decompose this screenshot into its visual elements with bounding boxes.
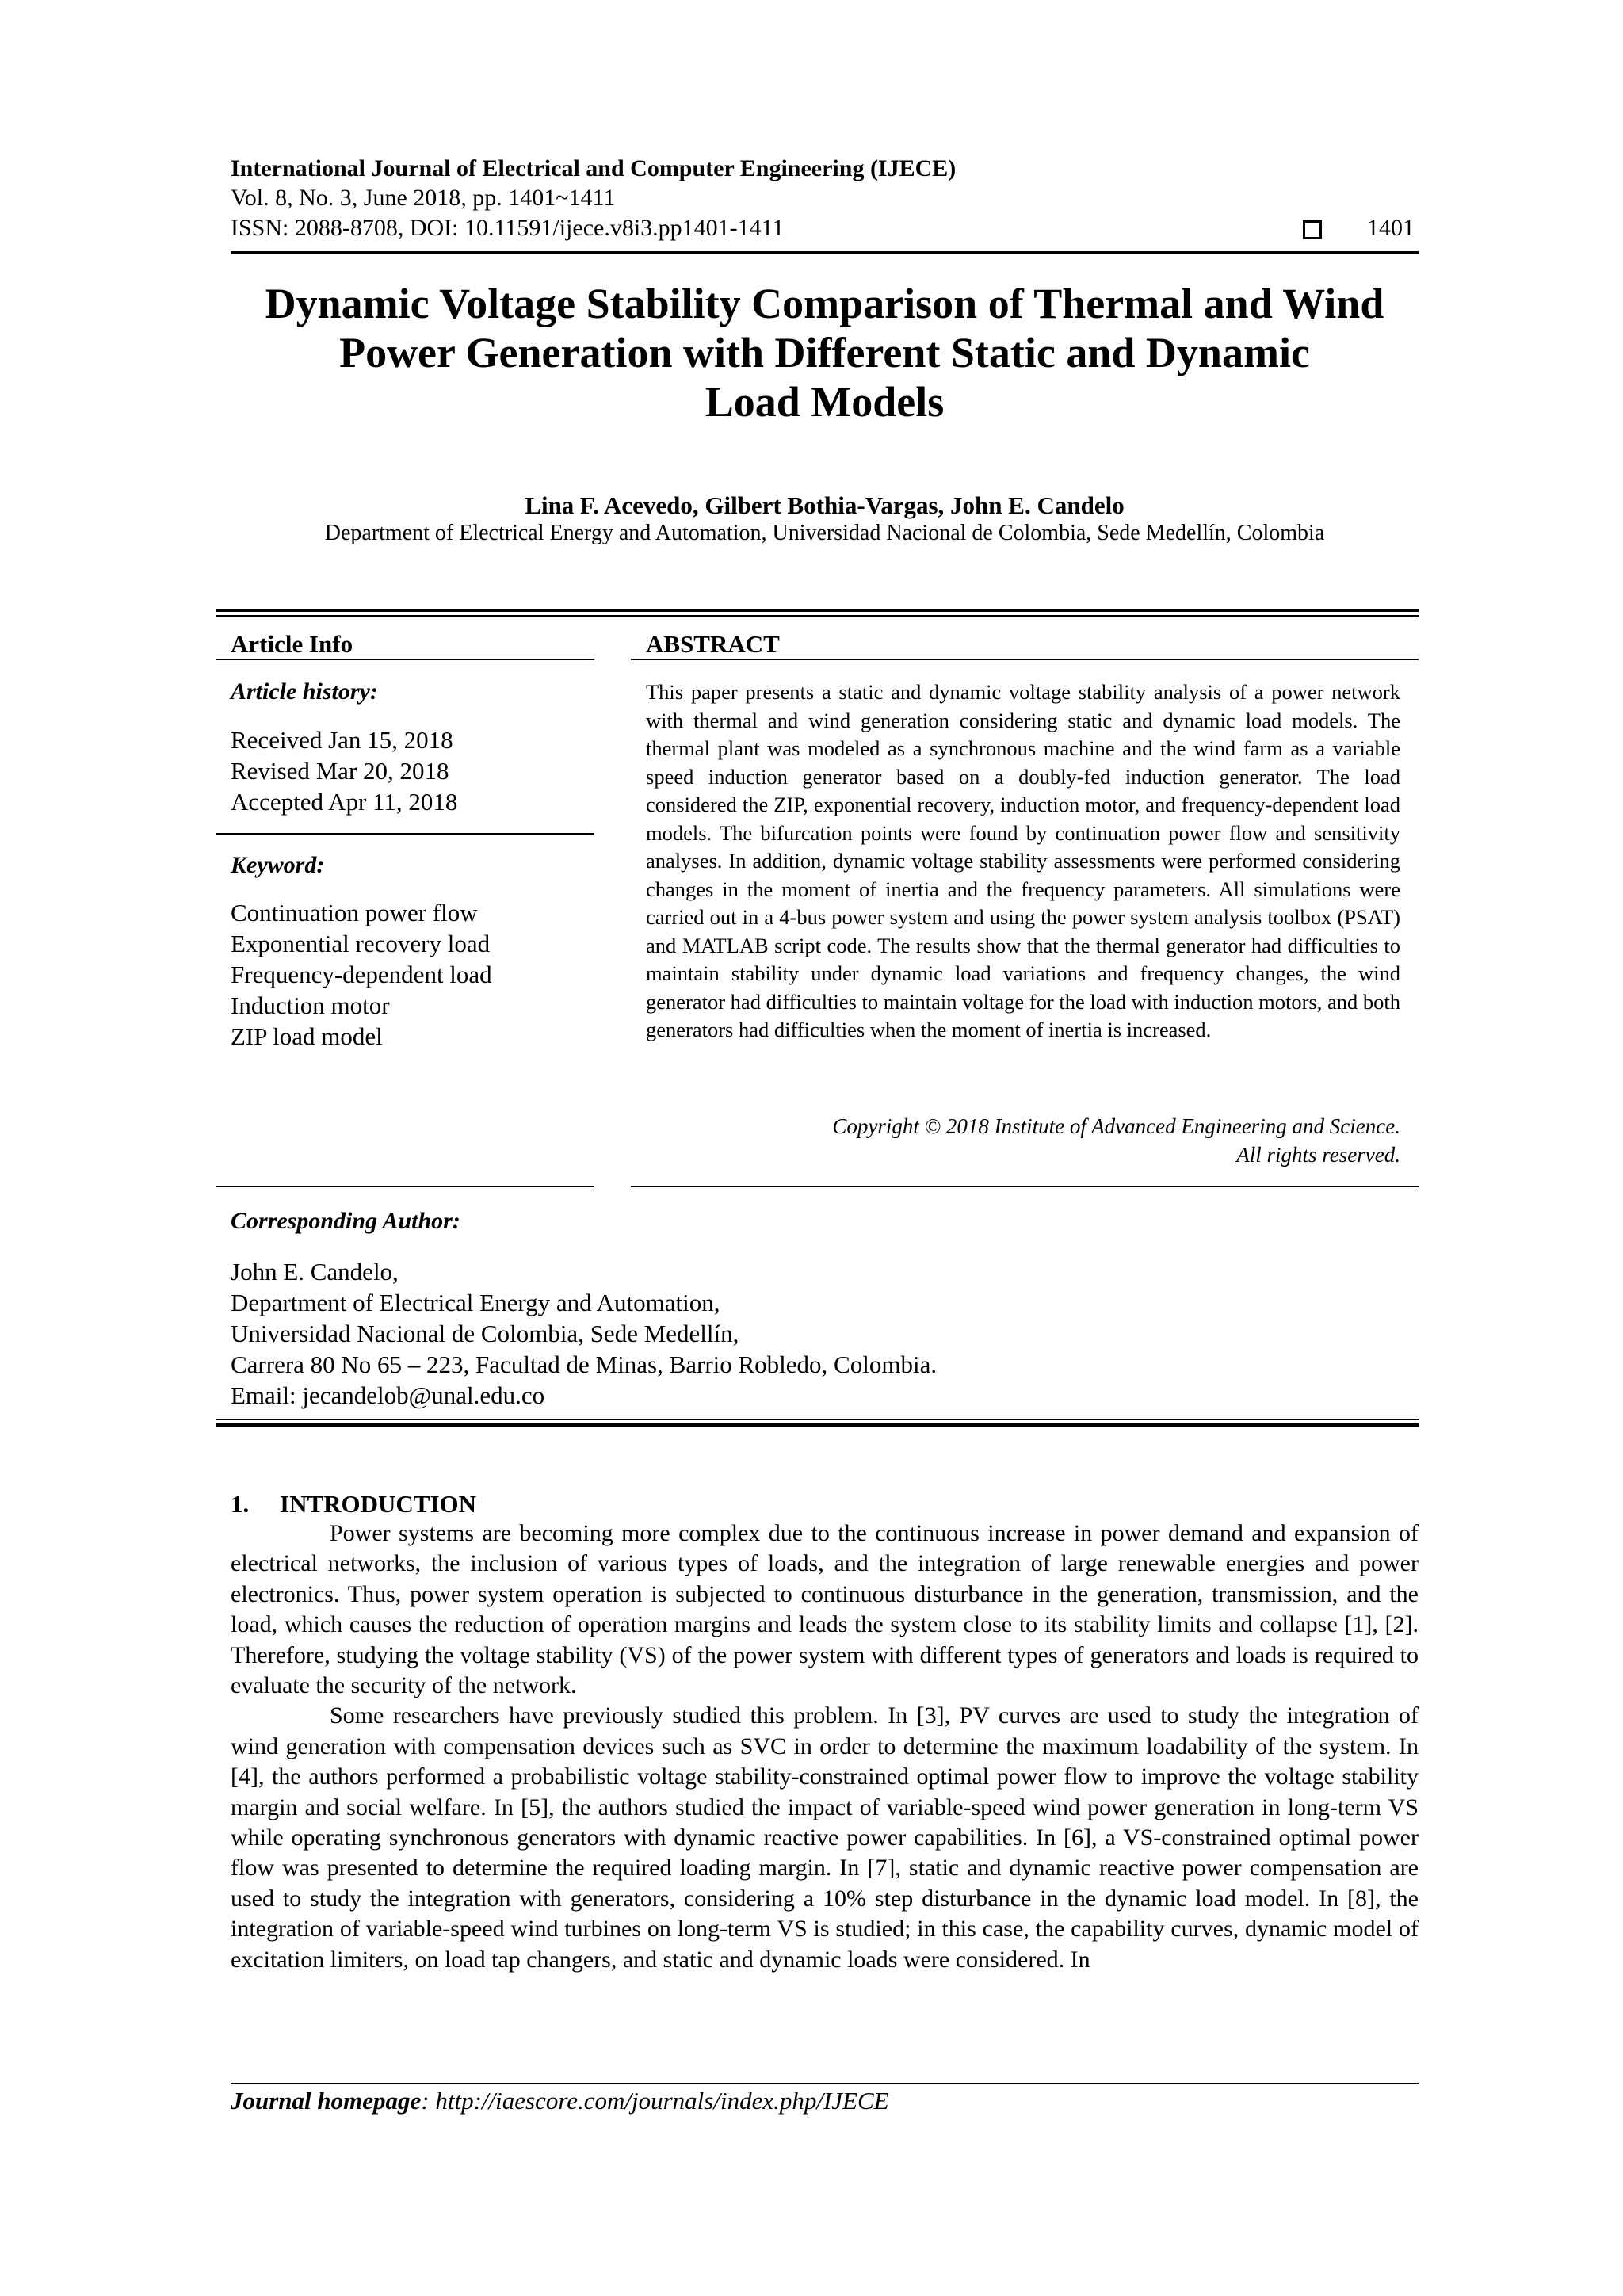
journal-homepage [231,2087,889,2115]
volume-line: Vol. 8, No. 3, June 2018, pp. 1401~1411 [231,185,616,211]
infobox-top-rule-thin [216,615,1419,617]
square-icon [1303,220,1322,239]
abstract-bottom-rule [631,1186,1419,1187]
introduction-heading: 1. INTRODUCTION [231,1490,477,1518]
keyword-item: ZIP load model [231,1022,383,1050]
copyright-line-1: Copyright © 2018 Institute of Advanced Engineering and Science. [832,1114,1400,1138]
authors: Lina F. Acevedo, Gilbert Bothia-Vargas, John E. Candelo [525,491,1125,519]
page-number: 1401 [1367,215,1415,241]
infobox-bottom-rule [216,1423,1419,1427]
keyword-item: Frequency-dependent load [231,961,492,988]
affiliation: Department of Electrical Energy and Automation, Universidad Nacional de Colombia, Sede Medellín, Colombia [324,521,1325,545]
keyword-rule [216,833,594,835]
keyword-item: Continuation power flow [231,899,478,926]
corresponding-details [231,1256,937,1411]
corresponding-address: Carrera 80 No 65 – 223, Facultad de Minas, Barrio Robledo, Colombia. [231,1350,938,1378]
intro-paragraph-1: Power systems are becoming more complex due to the continuous increase in power demand and expansion of electrical networks, the inclusion of various types of loads, and the integration of large renewable energies and power electronics. Thus, power system operation is subjected to continuous disturbance in the generation, transmission, and the load, which causes the reduction of operation margins and leads the system close to its stability limits and collapse [1], [2]. Therefore, studying the voltage stability (VS) of the power system with different types of generators and loads is required to evaluate the security of the network. [231,1520,1419,1699]
abstract-rule [631,659,1419,660]
intro-paragraph-2: Some researchers have previously studied this problem. In [3], PV curves are used to study the integration of wind generation with compensation devices such as SVC in order to determine the maximum loadability of the system. In [4], the authors performed a probabilistic voltage stability-constrained optimal power flow to improve the voltage stability margin and social welfare. In [5], the authors studied the impact of variable-speed wind power generation in long-term VS while operating synchronous generators with dynamic reactive power capabilities. In [6], a VS-constrained optimal power flow was presented to determine the required loading margin. In [7], static and dynamic reactive power compensation are used to study the integration with generators, considering a 10% step disturbance in the dynamic load model. In [8], the integration of variable-speed wind turbines on long-term VS is studied; in this case, the capability curves, dynamic model of excitation limiters, on load tap changers, and static and dynamic loads were considered. In [231,1702,1419,1973]
corresponding-heading: Corresponding Author: [231,1208,460,1234]
infobox-bottom-rule-thin [216,1419,1419,1420]
info-bottom-rule [216,1186,594,1187]
homepage-url: : http://iaescore.com/journals/index.php/IJECE [421,2087,889,2115]
revised-date: Revised Mar 20, 2018 [231,757,449,785]
article-history [231,724,457,817]
corresponding-name: John E. Candelo, [231,1258,399,1286]
corresponding-email: Email: jecandelob@unal.edu.co [231,1381,545,1409]
keyword-item: Exponential recovery load [231,930,491,957]
article-info-heading: Article Info [231,630,353,658]
received-date: Received Jan 15, 2018 [231,726,453,754]
abstract-body: This paper presents a static and dynamic voltage stability analysis of a power network with thermal and wind generation considering static and dynamic load models. The thermal plant was modeled as a synchronous machine and the wind farm as a variable speed induction generator based on a doubly-fed induction generator. The load considered the ZIP, exponential recovery, induction motor, and frequency-dependent load models. The bifurcation points were found by continuation power flow and sensitivity analyses. In addition, dynamic voltage stability assessments were performed considering changes in the moment of inertia and the frequency parameters. All simulations were carried out in a 4-bus power system and using the power system analysis toolbox (PSAT) and MATLAB script code. The results show that the thermal generator had difficulties to maintain stability under dynamic load variations and frequency changes, the wind generator had difficulties to maintain voltage for the load with induction motors, and both generators had difficulties when the moment of inertia is increased. [646,680,1400,1041]
title-line-1: Dynamic Voltage Stability Comparison of Thermal and Wind [265,280,1384,327]
keyword-heading: Keyword: [231,852,325,878]
journal-name: International Journal of Electrical and Computer Engineering (IJECE) [231,155,957,181]
title-line-2: Power Generation with Different Static and Dynamic [339,329,1310,376]
article-history-heading: Article history: [231,678,378,705]
accepted-date: Accepted Apr 11, 2018 [231,788,458,816]
infobox-top-rule [216,609,1419,612]
paper-title [231,279,1419,426]
keyword-list [231,897,492,1052]
header-rule [231,251,1419,254]
corresponding-dept: Department of Electrical Energy and Automation, [231,1289,720,1316]
article-info-rule [216,659,594,660]
keyword-item: Induction motor [231,991,390,1019]
footer-rule [231,2083,1419,2084]
introduction-body [231,1519,1419,1975]
abstract-heading: ABSTRACT [646,630,780,658]
title-line-3: Load Models [705,378,945,426]
copyright [646,1112,1400,1169]
homepage-label: Journal homepage [231,2087,422,2115]
issn-doi-line: ISSN: 2088-8708, DOI: 10.11591/ijece.v8i3.pp1401-1411 [231,215,785,241]
corresponding-univ: Universidad Nacional de Colombia, Sede Medellín, [231,1320,739,1347]
copyright-line-2: All rights reserved. [1236,1143,1400,1167]
